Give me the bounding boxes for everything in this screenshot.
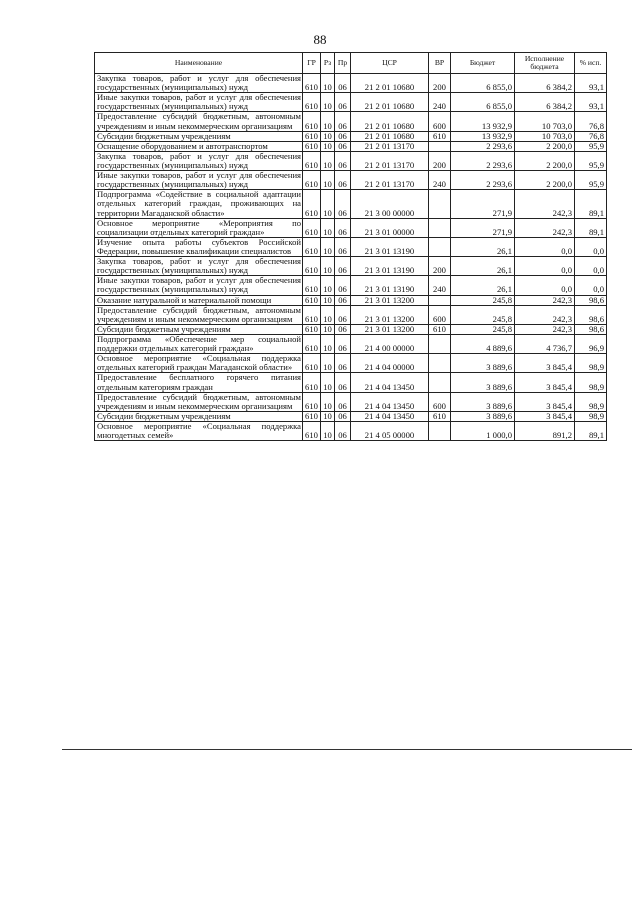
cell-vr: 200 (429, 151, 451, 170)
cell-vr: 600 (429, 392, 451, 411)
table-row (95, 411, 607, 421)
cell-name: Основное мероприятие «Мероприятия по социализации отдельных категорий граждан» (95, 218, 303, 237)
cell-rz: 10 (321, 295, 335, 305)
cell-vr: 600 (429, 305, 451, 324)
cell-rz: 10 (321, 237, 335, 256)
cell-name: Иные закупки товаров, работ и услуг для обеспечения государственных (муниципальных) нужд (95, 171, 303, 190)
cell-pr: 06 (335, 93, 351, 112)
cell-name: Оснащение оборудованием и автотранспортом (95, 141, 303, 151)
cell-execution: 3 845,4 (515, 354, 575, 373)
cell-percent: 0,0 (575, 276, 607, 295)
cell-csr: 21 4 04 13450 (351, 373, 429, 392)
cell-percent: 89,1 (575, 218, 607, 237)
cell-name: Предоставление субсидий бюджетным, автономным учреждениям и иным некоммерческим организациям (95, 392, 303, 411)
cell-percent: 93,1 (575, 93, 607, 112)
cell-rz: 10 (321, 112, 335, 131)
cell-csr: 21 3 01 00000 (351, 218, 429, 237)
cell-vr: 610 (429, 324, 451, 334)
cell-budget: 271,9 (451, 190, 515, 218)
cell-execution: 6 384,2 (515, 74, 575, 93)
cell-execution: 10 703,0 (515, 112, 575, 131)
cell-rz: 10 (321, 151, 335, 170)
cell-csr: 21 3 01 13200 (351, 295, 429, 305)
cell-vr: 240 (429, 93, 451, 112)
cell-budget: 245,8 (451, 305, 515, 324)
cell-rz: 10 (321, 93, 335, 112)
cell-csr: 21 3 01 13200 (351, 305, 429, 324)
table-row (95, 190, 607, 218)
table-row (95, 392, 607, 411)
cell-name: Предоставление субсидий бюджетным, автономным учреждениям и иным некоммерческим организациям (95, 112, 303, 131)
cell-percent: 98,9 (575, 392, 607, 411)
cell-rz: 10 (321, 305, 335, 324)
cell-percent: 98,9 (575, 411, 607, 421)
cell-csr: 21 4 00 00000 (351, 334, 429, 353)
cell-gr: 610 (303, 324, 321, 334)
cell-name: Оказание натуральной и материальной помощи (95, 295, 303, 305)
cell-rz: 10 (321, 354, 335, 373)
table-row (95, 373, 607, 392)
table-row (95, 354, 607, 373)
cell-pr: 06 (335, 354, 351, 373)
cell-rz: 10 (321, 74, 335, 93)
header-gr: ГР (303, 53, 321, 74)
cell-rz: 10 (321, 334, 335, 353)
cell-budget: 2 293,6 (451, 171, 515, 190)
cell-pr: 06 (335, 324, 351, 334)
cell-csr: 21 2 01 10680 (351, 131, 429, 141)
cell-vr: 200 (429, 74, 451, 93)
cell-percent: 98,6 (575, 305, 607, 324)
cell-pr: 06 (335, 112, 351, 131)
cell-gr: 610 (303, 295, 321, 305)
cell-budget: 3 889,6 (451, 411, 515, 421)
cell-pr: 06 (335, 131, 351, 141)
cell-percent: 0,0 (575, 257, 607, 276)
table-row (95, 237, 607, 256)
cell-vr (429, 237, 451, 256)
cell-percent: 98,9 (575, 354, 607, 373)
cell-execution: 3 845,4 (515, 373, 575, 392)
cell-vr (429, 218, 451, 237)
cell-gr: 610 (303, 373, 321, 392)
cell-percent: 98,6 (575, 295, 607, 305)
cell-rz: 10 (321, 257, 335, 276)
table-row (95, 324, 607, 334)
header-vr: ВР (429, 53, 451, 74)
cell-budget: 3 889,6 (451, 354, 515, 373)
cell-gr: 610 (303, 421, 321, 440)
table-row (95, 93, 607, 112)
cell-name: Подпрограмма «Содействие в социальной адаптации отдельных категорий граждан, проживающих на территории Магаданской области» (95, 190, 303, 218)
cell-pr: 06 (335, 295, 351, 305)
cell-name: Подпрограмма «Обеспечение мер социальной поддержки отдельных категорий граждан» (95, 334, 303, 353)
table-header-row (95, 53, 607, 74)
cell-name: Закупка товаров, работ и услуг для обеспечения государственных (муниципальных) нужд (95, 74, 303, 93)
cell-gr: 610 (303, 112, 321, 131)
cell-pr: 06 (335, 392, 351, 411)
table-row (95, 151, 607, 170)
cell-rz: 10 (321, 171, 335, 190)
cell-execution: 242,3 (515, 190, 575, 218)
cell-budget: 13 932,9 (451, 131, 515, 141)
cell-csr: 21 3 01 13190 (351, 257, 429, 276)
cell-budget: 1 000,0 (451, 421, 515, 440)
cell-pr: 06 (335, 411, 351, 421)
cell-percent: 93,1 (575, 74, 607, 93)
table-row (95, 295, 607, 305)
cell-name: Закупка товаров, работ и услуг для обеспечения государственных (муниципальных) нужд (95, 151, 303, 170)
cell-percent: 98,6 (575, 324, 607, 334)
cell-gr: 610 (303, 305, 321, 324)
cell-gr: 610 (303, 93, 321, 112)
cell-percent: 76,8 (575, 131, 607, 141)
cell-budget: 26,1 (451, 237, 515, 256)
page-number: 88 (313, 32, 327, 47)
cell-rz: 10 (321, 411, 335, 421)
cell-name: Субсидии бюджетным учреждениям (95, 324, 303, 334)
cell-execution: 0,0 (515, 257, 575, 276)
cell-percent: 89,1 (575, 421, 607, 440)
table-row (95, 257, 607, 276)
cell-vr (429, 354, 451, 373)
bottom-rule (62, 749, 632, 750)
cell-csr: 21 2 01 13170 (351, 171, 429, 190)
cell-execution: 242,3 (515, 218, 575, 237)
cell-csr: 21 4 05 00000 (351, 421, 429, 440)
cell-csr: 21 2 01 10680 (351, 74, 429, 93)
cell-execution: 2 200,0 (515, 141, 575, 151)
cell-csr: 21 2 01 10680 (351, 93, 429, 112)
cell-pr: 06 (335, 334, 351, 353)
cell-percent: 98,9 (575, 373, 607, 392)
header-percent: % исп. (575, 53, 607, 74)
cell-rz: 10 (321, 421, 335, 440)
cell-percent: 0,0 (575, 237, 607, 256)
cell-vr (429, 373, 451, 392)
cell-execution: 242,3 (515, 295, 575, 305)
table-row (95, 112, 607, 131)
cell-vr (429, 421, 451, 440)
cell-csr: 21 3 01 13190 (351, 276, 429, 295)
cell-gr: 610 (303, 354, 321, 373)
cell-gr: 610 (303, 276, 321, 295)
cell-name: Закупка товаров, работ и услуг для обеспечения государственных (муниципальных) нужд (95, 257, 303, 276)
cell-vr: 200 (429, 257, 451, 276)
cell-vr: 610 (429, 411, 451, 421)
cell-gr: 610 (303, 131, 321, 141)
cell-rz: 10 (321, 131, 335, 141)
cell-name: Изучение опыта работы субъектов Российской Федерации, повышение квалификации специалистов (95, 237, 303, 256)
cell-vr: 240 (429, 171, 451, 190)
header-csr: ЦСР (351, 53, 429, 74)
cell-vr: 610 (429, 131, 451, 141)
header-pr: Пр (335, 53, 351, 74)
cell-gr: 610 (303, 334, 321, 353)
cell-rz: 10 (321, 218, 335, 237)
cell-pr: 06 (335, 74, 351, 93)
cell-name: Субсидии бюджетным учреждениям (95, 131, 303, 141)
cell-execution: 3 845,4 (515, 411, 575, 421)
cell-gr: 610 (303, 151, 321, 170)
cell-gr: 610 (303, 171, 321, 190)
cell-csr: 21 4 04 13450 (351, 411, 429, 421)
cell-name: Предоставление бесплатного горячего питания отдельным категориям граждан (95, 373, 303, 392)
cell-name: Иные закупки товаров, работ и услуг для обеспечения государственных (муниципальных) нужд (95, 276, 303, 295)
cell-gr: 610 (303, 257, 321, 276)
cell-csr: 21 2 01 13170 (351, 151, 429, 170)
cell-percent: 89,1 (575, 190, 607, 218)
cell-vr (429, 295, 451, 305)
cell-gr: 610 (303, 74, 321, 93)
cell-budget: 6 855,0 (451, 74, 515, 93)
cell-csr: 21 3 01 13190 (351, 237, 429, 256)
cell-gr: 610 (303, 218, 321, 237)
cell-execution: 0,0 (515, 237, 575, 256)
cell-execution: 6 384,2 (515, 93, 575, 112)
cell-rz: 10 (321, 190, 335, 218)
cell-pr: 06 (335, 141, 351, 151)
cell-gr: 610 (303, 237, 321, 256)
cell-execution: 891,2 (515, 421, 575, 440)
cell-budget: 6 855,0 (451, 93, 515, 112)
cell-budget: 2 293,6 (451, 141, 515, 151)
cell-execution: 2 200,0 (515, 151, 575, 170)
cell-percent: 96,9 (575, 334, 607, 353)
cell-csr: 21 2 01 10680 (351, 112, 429, 131)
cell-name: Субсидии бюджетным учреждениям (95, 411, 303, 421)
table-row (95, 141, 607, 151)
cell-percent: 95,9 (575, 151, 607, 170)
cell-budget: 26,1 (451, 257, 515, 276)
table-row (95, 218, 607, 237)
cell-execution: 2 200,0 (515, 171, 575, 190)
cell-name: Основное мероприятие «Социальная поддержка отдельных категорий граждан Магаданской области» (95, 354, 303, 373)
table-row (95, 74, 607, 93)
cell-pr: 06 (335, 276, 351, 295)
cell-execution: 10 703,0 (515, 131, 575, 141)
cell-csr: 21 4 04 13450 (351, 392, 429, 411)
header-rz: Рз (321, 53, 335, 74)
cell-pr: 06 (335, 257, 351, 276)
cell-rz: 10 (321, 392, 335, 411)
header-name: Наименование (95, 53, 303, 74)
cell-pr: 06 (335, 421, 351, 440)
cell-csr: 21 3 00 00000 (351, 190, 429, 218)
header-budget: Бюджет (451, 53, 515, 74)
cell-pr: 06 (335, 190, 351, 218)
cell-budget: 245,8 (451, 295, 515, 305)
table-row (95, 171, 607, 190)
cell-percent: 76,8 (575, 112, 607, 131)
cell-pr: 06 (335, 373, 351, 392)
cell-percent: 95,9 (575, 141, 607, 151)
cell-budget: 271,9 (451, 218, 515, 237)
cell-rz: 10 (321, 141, 335, 151)
header-execution: Исполнение бюджета (515, 53, 575, 74)
cell-gr: 610 (303, 190, 321, 218)
cell-budget: 2 293,6 (451, 151, 515, 170)
cell-rz: 10 (321, 276, 335, 295)
table-row (95, 305, 607, 324)
cell-gr: 610 (303, 141, 321, 151)
cell-pr: 06 (335, 305, 351, 324)
cell-budget: 3 889,6 (451, 373, 515, 392)
cell-name: Предоставление субсидий бюджетным, автономным учреждениям и иным некоммерческим организациям (95, 305, 303, 324)
table-row (95, 334, 607, 353)
budget-table (94, 52, 607, 441)
cell-execution: 242,3 (515, 324, 575, 334)
cell-pr: 06 (335, 237, 351, 256)
cell-execution: 0,0 (515, 276, 575, 295)
table-body (95, 74, 607, 441)
cell-csr: 21 4 04 00000 (351, 354, 429, 373)
cell-vr (429, 141, 451, 151)
cell-name: Основное мероприятие «Социальная поддержка многодетных семей» (95, 421, 303, 440)
table-row (95, 421, 607, 440)
cell-name: Иные закупки товаров, работ и услуг для обеспечения государственных (муниципальных) нужд (95, 93, 303, 112)
cell-vr (429, 190, 451, 218)
cell-budget: 26,1 (451, 276, 515, 295)
cell-csr: 21 3 01 13200 (351, 324, 429, 334)
cell-pr: 06 (335, 218, 351, 237)
cell-rz: 10 (321, 324, 335, 334)
cell-gr: 610 (303, 411, 321, 421)
table-row (95, 276, 607, 295)
cell-pr: 06 (335, 151, 351, 170)
cell-rz: 10 (321, 373, 335, 392)
cell-vr: 240 (429, 276, 451, 295)
cell-percent: 95,9 (575, 171, 607, 190)
cell-pr: 06 (335, 171, 351, 190)
cell-execution: 4 736,7 (515, 334, 575, 353)
cell-execution: 3 845,4 (515, 392, 575, 411)
cell-csr: 21 2 01 13170 (351, 141, 429, 151)
cell-budget: 4 889,6 (451, 334, 515, 353)
cell-gr: 610 (303, 392, 321, 411)
cell-execution: 242,3 (515, 305, 575, 324)
cell-vr (429, 334, 451, 353)
table-row (95, 131, 607, 141)
cell-budget: 13 932,9 (451, 112, 515, 131)
cell-budget: 3 889,6 (451, 392, 515, 411)
cell-vr: 600 (429, 112, 451, 131)
cell-budget: 245,8 (451, 324, 515, 334)
